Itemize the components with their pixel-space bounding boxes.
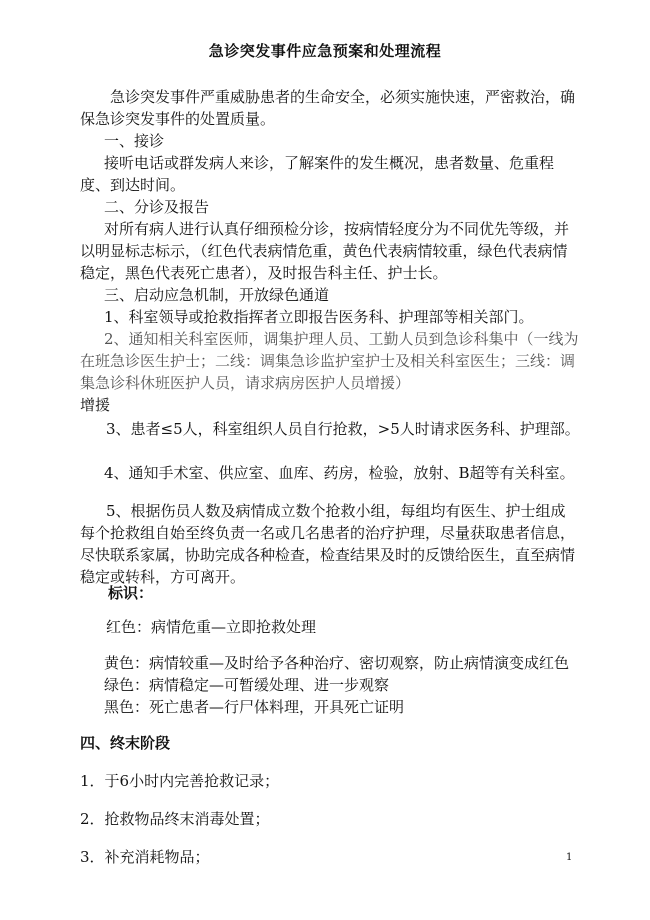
section-3-heading: 三、启动应急机制，开放绿色通道: [104, 286, 330, 304]
section-3-item-5: 5、根据伤员人数及病情成立数个抢救小组，每组均有医生、护士组成每个抢救组自始至终负责一名或几名患者的治疗护理，尽量获取患者信息，尽快联系家属，协助完成各种检查，检查结果及时的反馈给医生，直至病情稳定或转科，方可离开。: [80, 502, 576, 586]
section-1-heading: 一、接诊: [104, 132, 165, 150]
section-4-item-3: 3．补充消耗物品；: [80, 848, 210, 866]
section-3-item-2: 2、通知相关科室医师，调集护理人员、工勤人员到急诊科集中（一线为在班急诊医生护士；二线：调集急诊监护室护士及相关科室医生；三线：调集急诊科休班医护人员，请求病房医护人员增援）: [80, 330, 579, 392]
section-4-item-2: 2．抢救物品终末消毒处置；: [80, 810, 270, 828]
section-2-heading: 二、分诊及报告: [104, 198, 210, 216]
intro-paragraph: 急诊突发事件严重威胁患者的生命安全，必须实施快速，严密救治，确保急诊突发事件的处置质量。: [80, 88, 576, 128]
section-3-item-2-extra: 增援: [80, 396, 111, 414]
section-3-item-3: 3、患者≤5人，科室组织人员自行抢救，>5人时请求医务科、护理部。: [106, 420, 580, 438]
section-1-text: 接听电话或群发病人来诊，了解案件的发生概况，患者数量、危重程度、到达时间。: [80, 154, 555, 194]
labels-heading: 标识：: [108, 584, 154, 602]
section-3-item-4: 4、通知手术室、供应室、血库、药房，检验，放射、B超等有关科室。: [104, 464, 575, 482]
document-title: 急诊突发事件应急预案和处理流程: [208, 42, 442, 60]
label-red: 红色：病情危重—立即抢救处理: [106, 618, 317, 636]
section-3-item-1: 1、科室领导或抢救指挥者立即报告医务科、护理部等相关部门。: [104, 308, 534, 326]
page-number: 1: [566, 852, 573, 863]
section-2-text: 对所有病人进行认真仔细预检分诊，按病情轻度分为不同优先等级，并以明显标志标示，（红色代表病情危重，黄色代表病情较重，绿色代表病情稳定，黑色代表死亡患者），及时报告科主任、护士长。: [80, 220, 570, 282]
label-black: 黑色：死亡患者—行尸体料理，开具死亡证明: [104, 698, 405, 716]
section-4-item-1: 1．于6小时内完善抢救记录；: [80, 772, 280, 790]
label-yellow: 黄色：病情较重—及时给予各种治疗、密切观察，防止病情演变成红色: [104, 654, 570, 672]
section-4-heading: 四、终末阶段: [80, 734, 171, 752]
label-green: 绿色：病情稳定—可暂缓处理、进一步观察: [104, 676, 390, 694]
